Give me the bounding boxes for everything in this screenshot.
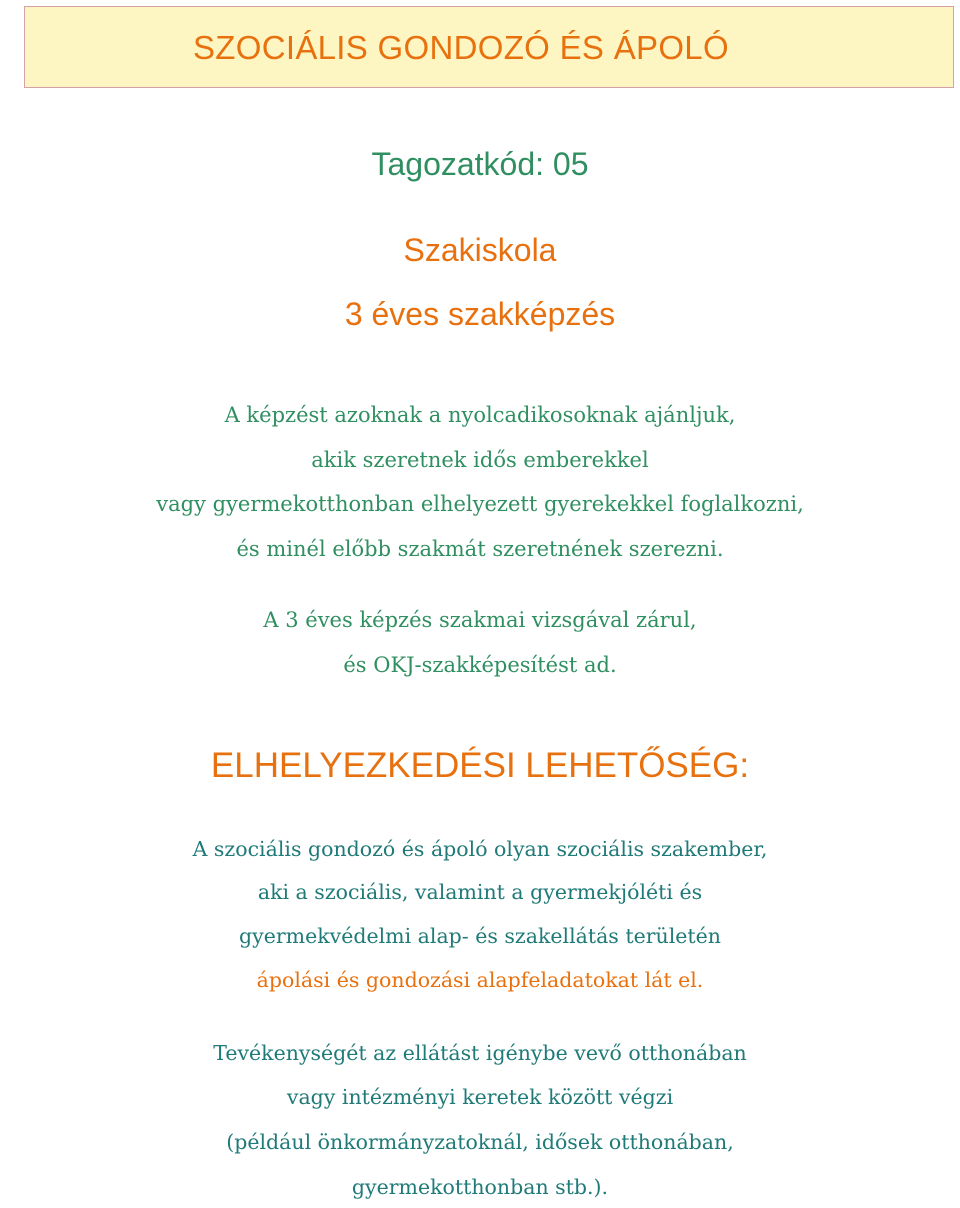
title-banner [24,6,954,88]
activity-line-4: gyermekotthonban stb.). [351,1175,609,1199]
intro-line-3: vagy gyermekotthonban elhelyezett gyerekekkel foglalkozni, [156,492,804,516]
intro-line-1: A képzést azoknak a nyolcadikosoknak ajánljuk, [224,403,736,427]
activity-line-1: Tevékenységét az ellátást igénybe vevő otthonában [213,1041,747,1065]
activity-line-2: vagy intézményi keretek között végzi [286,1085,674,1109]
intro-line-2: akik szeretnek idős emberekkel [311,448,649,472]
description-line-4: ápolási és gondozási alapfeladatokat lát el. [256,968,704,992]
section-heading: ELHELYEZKEDÉSI LEHETŐSÉG: [210,746,750,785]
description-line-3: gyermekvédelmi alap- és szakellátás területén [239,924,721,948]
exam-line-2: és OKJ-szakképesítést ad. [343,653,617,677]
training-duration: 3 éves szakképzés [344,296,616,332]
description-line-1: A szociális gondozó és ápoló olyan szociális szakember, [192,837,768,861]
description-line-2: aki a szociális, valamint a gyermekjóléti és [257,880,703,904]
activity-line-3: (például önkormányzatoknál, idősek otthonában, [226,1130,734,1154]
page-title: SZOCIÁLIS GONDOZÓ ÉS ÁPOLÓ [193,29,729,66]
program-code: Tagozatkód: 05 [371,146,589,182]
exam-line-1: A 3 éves képzés szakmai vizsgával zárul, [263,608,697,632]
intro-line-4: és minél előbb szakmát szeretnének szerezni. [236,537,724,561]
school-type: Szakiskola [403,232,557,268]
